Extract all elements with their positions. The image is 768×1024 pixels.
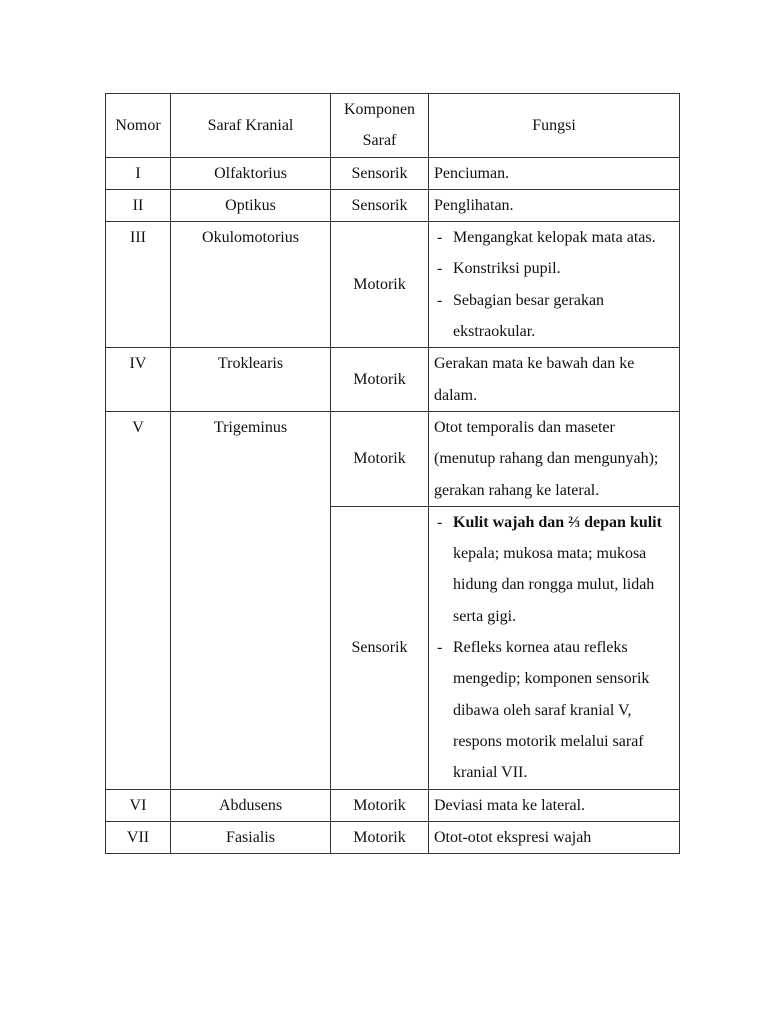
cell-komponen: Motorik: [331, 348, 429, 412]
cell-saraf: Optikus: [171, 189, 331, 221]
cell-fungsi: Deviasi mata ke lateral.: [429, 789, 680, 821]
cell-nomor: III: [106, 222, 171, 348]
cell-komponen: Sensorik: [331, 189, 429, 221]
cell-saraf: Olfaktorius: [171, 157, 331, 189]
cranial-nerve-table: [105, 93, 680, 854]
fungsi-list: [434, 222, 674, 347]
header-komponen-line2: Saraf: [362, 132, 397, 150]
list-item: - Mengangkat kelopak mata atas.: [434, 222, 674, 253]
cell-nomor: IV: [106, 348, 171, 412]
fungsi-list: [434, 507, 674, 789]
cell-saraf: Abdusens: [171, 789, 331, 821]
cell-saraf: Trigeminus: [171, 411, 331, 789]
cell-saraf: Fasialis: [171, 821, 331, 853]
cell-komponen: Sensorik: [331, 157, 429, 189]
cell-saraf: Okulomotorius: [171, 222, 331, 348]
cell-fungsi: Penciuman.: [429, 157, 680, 189]
cell-fungsi: [429, 506, 680, 789]
cell-fungsi: Penglihatan.: [429, 189, 680, 221]
table-row: [106, 157, 680, 189]
cell-komponen: Sensorik: [331, 506, 429, 789]
list-item: [434, 507, 674, 632]
cell-nomor: II: [106, 189, 171, 221]
table-row: [106, 189, 680, 221]
cell-fungsi: Otot temporalis dan maseter (menutup rahang dan mengunyah); gerakan rahang ke lateral.: [429, 411, 680, 506]
cell-fungsi: Otot-otot ekspresi wajah: [429, 821, 680, 853]
header-komponen-saraf: [331, 94, 429, 158]
fungsi-text: kepala; mukosa mata; mukosa hidung dan rongga mulut, lidah serta gigi.: [453, 545, 655, 625]
table-row: [106, 222, 680, 348]
header-nomor: Nomor: [106, 94, 171, 158]
table-row: [106, 789, 680, 821]
list-item: - Konstriksi pupil.: [434, 253, 674, 284]
table-row: [106, 821, 680, 853]
cell-saraf: Troklearis: [171, 348, 331, 412]
list-item: - Sebagian besar gerakan ekstraokular.: [434, 285, 674, 348]
cell-nomor: VI: [106, 789, 171, 821]
fungsi-bold-text: Kulit wajah dan ⅔ depan kulit: [453, 513, 662, 531]
cell-nomor: V: [106, 411, 171, 789]
cell-komponen: Motorik: [331, 411, 429, 506]
cell-komponen: Motorik: [331, 789, 429, 821]
header-komponen-line1: Komponen: [343, 101, 416, 118]
cell-nomor: VII: [106, 821, 171, 853]
header-saraf-kranial: Saraf Kranial: [171, 94, 331, 158]
cell-fungsi: Gerakan mata ke bawah dan ke dalam.: [429, 348, 680, 412]
table-header-row: [106, 94, 680, 158]
cell-komponen: Motorik: [331, 821, 429, 853]
header-fungsi: Fungsi: [429, 94, 680, 158]
cell-nomor: I: [106, 157, 171, 189]
table-row: [106, 348, 680, 412]
cell-fungsi: [429, 222, 680, 348]
table-row: [106, 411, 680, 506]
cell-komponen: Motorik: [331, 222, 429, 348]
list-item: - Refleks kornea atau refleks mengedip; komponen sensorik dibawa oleh saraf kranial V, respons motorik melalui saraf kranial VII.: [434, 632, 674, 788]
